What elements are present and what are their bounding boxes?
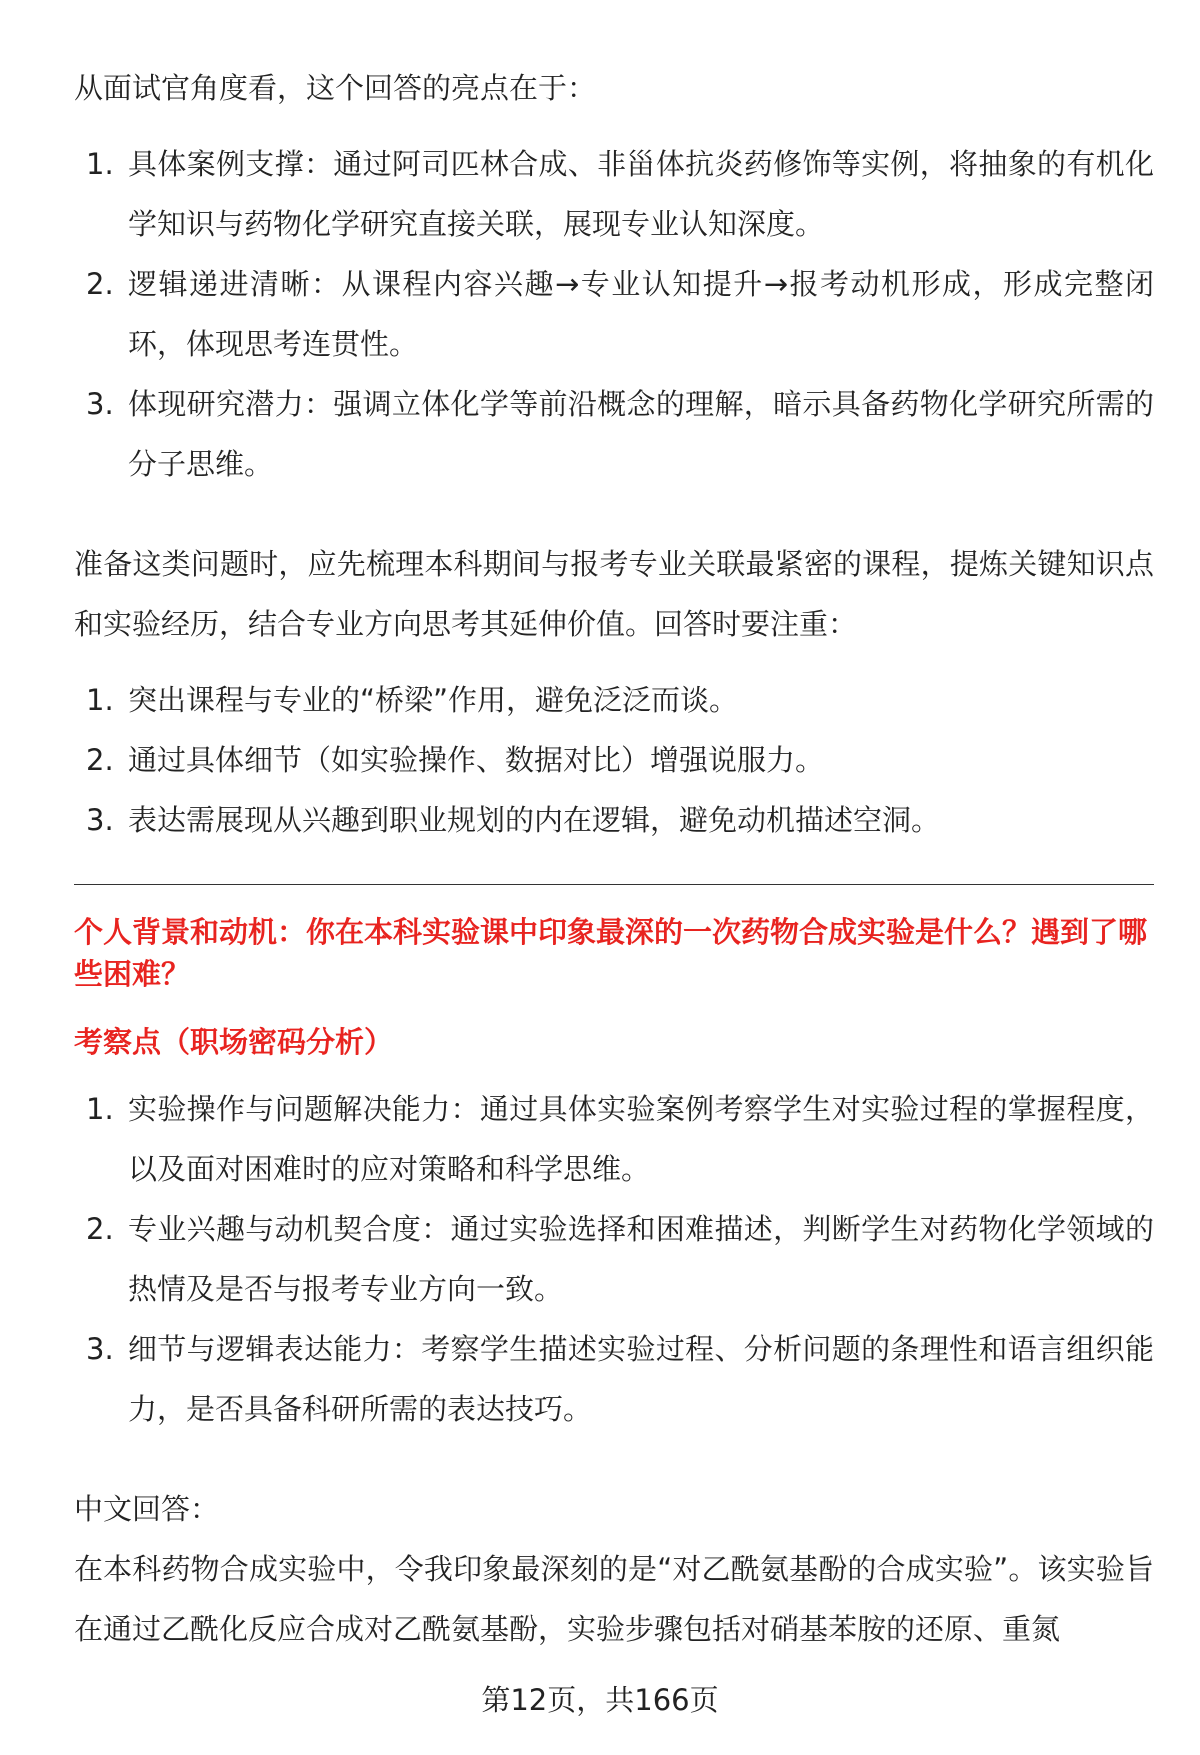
list-item-text: 实验操作与问题解决能力：通过具体实验案例考察学生对实验过程的掌握程度，以及面对困难时的应对策略和科学思维。 [128,1092,1154,1186]
list-item [74,1319,1154,1439]
list-number: 2. [86,743,114,777]
list-item-text: 突出课程与专业的“桥梁”作用，避免泛泛而谈。 [128,683,739,717]
prep-points-list [74,670,1154,850]
list-item-text: 表达需展现从兴趣到职业规划的内在逻辑，避免动机描述空洞。 [128,803,941,837]
list-item-text: 体现研究潜力：强调立体化学等前沿概念的理解，暗示具备药物化学研究所需的分子思维。 [128,387,1154,481]
list-item [74,670,1154,730]
list-number: 2. [86,267,114,301]
question-title: 个人背景和动机：你在本科实验课中印象最深的一次药物合成实验是什么？遇到了哪些困难？ [74,915,1148,991]
list-item-text: 通过具体细节（如实验操作、数据对比）增强说服力。 [128,743,825,777]
page-footer: 第12页，共166页 [481,1683,719,1717]
list-number: 2. [86,1212,114,1246]
list-number: 3. [86,803,114,837]
answer-label: 中文回答： [74,1492,220,1526]
list-item-text: 逻辑递进清晰：从课程内容兴趣→专业认知提升→报考动机形成，形成完整闭环，体现思考连贯性。 [128,267,1154,361]
list-item [74,1079,1154,1199]
list-item-text: 专业兴趣与动机契合度：通过实验选择和困难描述，判断学生对药物化学领域的热情及是否与报考专业方向一致。 [128,1212,1154,1306]
list-item [74,254,1154,374]
section-divider [74,884,1154,885]
list-item [74,730,1154,790]
list-number: 3. [86,387,114,421]
list-item-text: 细节与逻辑表达能力：考察学生描述实验过程、分析问题的条理性和语言组织能力，是否具备科研所需的表达技巧。 [128,1332,1154,1426]
list-item [74,134,1154,254]
highlights-list [74,134,1154,494]
answer-paragraph: 在本科药物合成实验中，令我印象最深刻的是“对乙酰氨基酚的合成实验”。该实验旨在通过乙酰化反应合成对乙酰氨基酚，实验步骤包括对硝基苯胺的还原、重氮 [74,1552,1154,1646]
list-number: 1. [86,147,114,181]
intro-paragraph: 从面试官角度看，这个回答的亮点在于： [74,71,597,105]
analysis-title: 考察点（职场密码分析） [74,1025,394,1059]
prep-paragraph: 准备这类问题时，应先梳理本科期间与报考专业关联最紧密的课程，提炼关键知识点和实验经历，结合专业方向思考其延伸价值。回答时要注重： [74,547,1154,641]
list-item-text: 具体案例支撑：通过阿司匹林合成、非甾体抗炎药修饰等实例，将抽象的有机化学知识与药物化学研究直接关联，展现专业认知深度。 [128,147,1154,241]
list-number: 1. [86,1092,114,1126]
list-item [74,1199,1154,1319]
analysis-points-list [74,1079,1154,1439]
list-item [74,790,1154,850]
document-page [74,58,1154,1659]
list-number: 1. [86,683,114,717]
list-number: 3. [86,1332,114,1366]
list-item [74,374,1154,494]
